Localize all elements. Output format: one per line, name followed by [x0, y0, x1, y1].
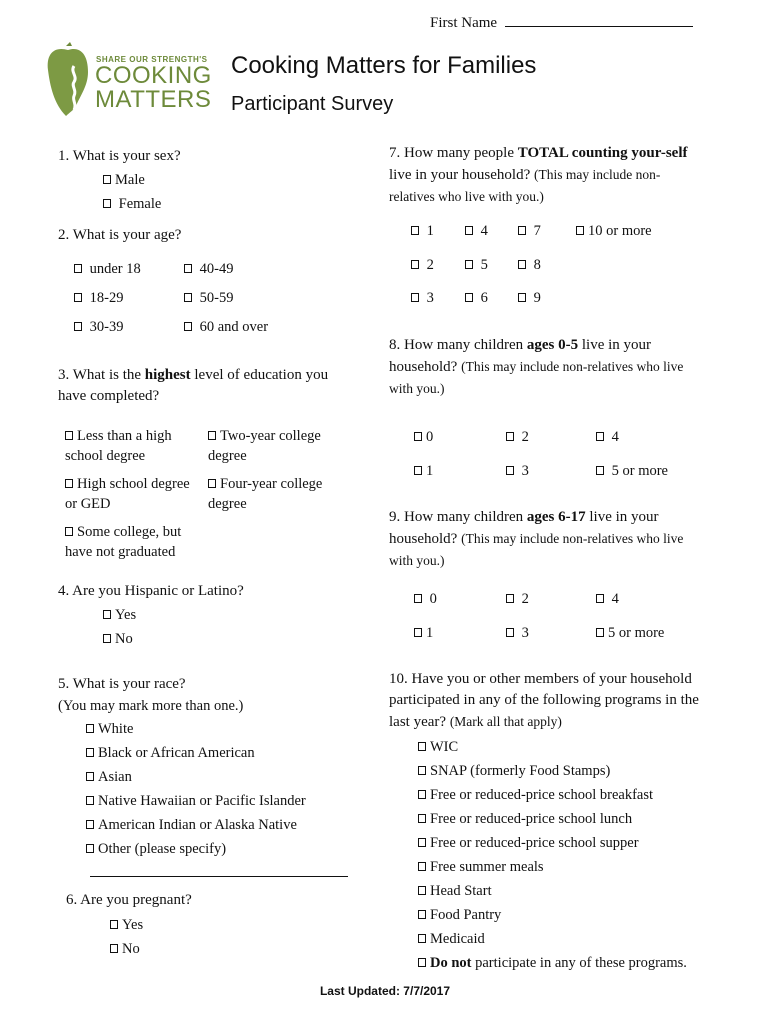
q5-option-white[interactable] — [86, 719, 133, 739]
label-text: Four-year college degree — [208, 476, 323, 512]
label-text: No — [115, 631, 133, 647]
checkbox[interactable] — [414, 594, 422, 603]
label-text: Some college, but have not graduated — [65, 524, 182, 560]
checkbox[interactable] — [596, 594, 604, 603]
q10-question — [389, 669, 699, 733]
label-text: 10 or more — [588, 223, 652, 239]
page-title: Cooking Matters for Families — [231, 52, 537, 79]
checkbox[interactable] — [418, 838, 426, 847]
checkbox[interactable] — [418, 814, 426, 823]
q1-option-female[interactable] — [103, 194, 161, 214]
label-text: 1 — [426, 625, 434, 641]
q5-question: 5. What is your race? — [58, 676, 186, 692]
label-text: 3 — [521, 625, 529, 641]
label-text: 60 and over — [199, 319, 269, 335]
checkbox[interactable] — [465, 226, 473, 235]
label-text: Yes — [122, 917, 144, 933]
q2-option-60-over[interactable] — [184, 317, 268, 337]
q2-question: 2. What is your age? — [58, 227, 182, 243]
first-name-label: First Name — [430, 15, 498, 31]
q5-option-asian[interactable] — [86, 767, 132, 787]
page-subtitle: Participant Survey — [231, 93, 394, 115]
label-text: (Mark all that apply) — [449, 714, 562, 729]
checkbox[interactable] — [86, 844, 94, 853]
label-text: 5 or more — [608, 625, 665, 641]
q5-other-input[interactable] — [90, 876, 348, 877]
label-text: Free summer meals — [430, 859, 544, 875]
label-text: White — [98, 721, 134, 737]
label-text: highest — [144, 367, 191, 383]
q10-option-food-pantry[interactable] — [418, 905, 501, 925]
checkbox[interactable] — [184, 322, 192, 331]
q10-option-wic[interactable] — [418, 737, 458, 757]
label-text: 4 — [611, 591, 619, 607]
checkbox[interactable] — [465, 293, 473, 302]
q1-question: 1. What is your sex? — [58, 148, 181, 164]
checkbox[interactable] — [418, 790, 426, 799]
q5-note: (You may mark more than one.) — [58, 698, 244, 714]
checkbox[interactable] — [86, 748, 94, 757]
q9-option-0[interactable] — [414, 589, 437, 609]
checkbox[interactable] — [110, 920, 118, 929]
label-text: 3. What is the — [58, 367, 145, 383]
checkbox[interactable] — [418, 886, 426, 895]
label-text: 7 — [533, 223, 541, 239]
q10-option-medicaid[interactable] — [418, 929, 485, 949]
label-text: live in your household? — [389, 509, 659, 547]
checkbox[interactable] — [208, 479, 216, 488]
q7-option-8[interactable] — [518, 255, 541, 275]
checkbox[interactable] — [506, 628, 514, 637]
q8-option-0[interactable] — [414, 427, 433, 447]
checkbox[interactable] — [103, 634, 111, 643]
checkbox[interactable] — [506, 594, 514, 603]
label-text: live in your household? — [389, 337, 652, 375]
q3-option-two-year[interactable] — [208, 426, 343, 466]
checkbox[interactable] — [596, 432, 604, 441]
q2-option-30-39[interactable] — [74, 317, 123, 337]
q5-option-other[interactable] — [86, 839, 226, 859]
q7-option-2[interactable] — [411, 255, 434, 275]
checkbox[interactable] — [65, 479, 73, 488]
q9-option-3[interactable] — [506, 623, 529, 643]
q10-option-none[interactable] — [418, 953, 687, 973]
logo-cooking: COOKING — [95, 62, 212, 89]
checkbox[interactable] — [418, 742, 426, 751]
label-text: Less than a high school degree — [65, 428, 172, 464]
label-text: Other (please specify) — [98, 841, 227, 857]
checkbox[interactable] — [411, 226, 419, 235]
logo-tagline: SHARE OUR STRENGTH'S — [96, 55, 208, 64]
label-text: Two-year college degree — [208, 428, 321, 464]
q2-option-18-29[interactable] — [74, 288, 123, 308]
q8-option-4[interactable] — [596, 427, 619, 447]
checkbox[interactable] — [411, 293, 419, 302]
checkbox[interactable] — [518, 260, 526, 269]
q10-option-breakfast[interactable] — [418, 785, 653, 805]
label-text: No — [122, 941, 140, 957]
footer-last-updated: Last Updated: 7/7/2017 — [319, 984, 451, 998]
label-text: 8 — [533, 257, 541, 273]
label-text: Yes — [115, 607, 137, 623]
q5-option-black[interactable] — [86, 743, 255, 763]
label-text: 30-39 — [89, 319, 124, 335]
q4-question: 4. Are you Hispanic or Latino? — [58, 583, 244, 599]
label-text: Female — [118, 196, 162, 212]
q3-option-less-than-hs[interactable] — [65, 426, 205, 466]
checkbox[interactable] — [86, 772, 94, 781]
checkbox[interactable] — [596, 628, 604, 637]
q9-option-5-more[interactable] — [596, 623, 664, 643]
q3-option-four-year[interactable] — [208, 474, 343, 514]
label-text: ages 6-17 — [526, 509, 586, 525]
logo-apple-icon — [44, 40, 92, 118]
q5-option-american-indian[interactable] — [86, 815, 297, 835]
checkbox[interactable] — [418, 766, 426, 775]
q7-option-4[interactable] — [465, 221, 488, 241]
label-text: Black or African American — [98, 745, 255, 761]
label-text: 3 — [521, 463, 529, 479]
checkbox[interactable] — [74, 264, 82, 273]
label-text: 4 — [611, 429, 619, 445]
checkbox[interactable] — [414, 466, 422, 475]
q1-option-male[interactable] — [103, 170, 145, 190]
checkbox[interactable] — [74, 322, 82, 331]
q4-option-yes[interactable] — [103, 605, 136, 625]
label-text: 9. How many children — [389, 509, 527, 525]
checkbox[interactable] — [65, 527, 73, 536]
q8-option-3[interactable] — [506, 461, 529, 481]
checkbox[interactable] — [418, 862, 426, 871]
label-text: Food Pantry — [430, 907, 502, 923]
checkbox[interactable] — [86, 724, 94, 733]
q7-option-1[interactable] — [411, 221, 434, 241]
q7-option-7[interactable] — [518, 221, 541, 241]
label-text: Free or reduced-price school breakfast — [430, 787, 654, 803]
q9-option-2[interactable] — [506, 589, 529, 609]
label-text: live in your household? — [389, 167, 531, 183]
q7-option-6[interactable] — [465, 288, 488, 308]
label-text: 40-49 — [199, 261, 234, 277]
q2-option-50-59[interactable] — [184, 288, 233, 308]
label-text: 5 or more — [611, 463, 668, 479]
q5-option-hawaiian[interactable] — [86, 791, 306, 811]
q6-question: 6. Are you pregnant? — [66, 892, 192, 908]
label-text: 50-59 — [199, 290, 234, 306]
label-text: (This may include non-relatives who live with you.) — [389, 359, 684, 396]
checkbox[interactable] — [418, 958, 426, 967]
label-text: 4 — [480, 223, 488, 239]
q7-option-3[interactable] — [411, 288, 434, 308]
checkbox[interactable] — [465, 260, 473, 269]
label-text: Native Hawaiian or Pacific Islander — [98, 793, 306, 809]
label-text: SNAP (formerly Food Stamps) — [430, 763, 611, 779]
checkbox[interactable] — [414, 432, 422, 441]
label-text: TOTAL counting your-self — [517, 145, 688, 161]
label-text: 0 — [429, 591, 437, 607]
label-text: 8. How many children — [389, 337, 527, 353]
q10-option-snap[interactable] — [418, 761, 610, 781]
label-text: participate in any of these programs. — [471, 955, 687, 971]
checkbox[interactable] — [596, 466, 604, 475]
label-text: 10. Have you or other members of your household participated in any of the following programs in the last year? — [389, 671, 699, 730]
label-text: 2 — [521, 591, 529, 607]
checkbox[interactable] — [184, 293, 192, 302]
label-text: under 18 — [89, 261, 141, 277]
checkbox[interactable] — [518, 226, 526, 235]
label-text: Free or reduced-price school supper — [430, 835, 639, 851]
logo-matters: MATTERS — [95, 86, 212, 113]
q10-option-head-start[interactable] — [418, 881, 492, 901]
q8-option-5-more[interactable] — [596, 461, 668, 481]
q3-option-hs-ged[interactable] — [65, 474, 205, 514]
label-text: Free or reduced-price school lunch — [430, 811, 633, 827]
label-text: High school degree or GED — [65, 476, 190, 512]
checkbox[interactable] — [110, 944, 118, 953]
checkbox[interactable] — [86, 820, 94, 829]
label-text: 2 — [521, 429, 529, 445]
label-text: 1 — [426, 223, 434, 239]
checkbox[interactable] — [103, 199, 111, 208]
q2-option-under-18[interactable] — [74, 259, 141, 279]
label-text: American Indian or Alaska Native — [98, 817, 297, 833]
q9-question — [389, 507, 699, 572]
label-text: 7. How many people — [389, 145, 518, 161]
q6-option-no[interactable] — [110, 939, 140, 959]
checkbox[interactable] — [418, 910, 426, 919]
checkbox[interactable] — [103, 175, 111, 184]
label-text: 0 — [426, 429, 434, 445]
label-text: level of education you have completed? — [58, 367, 329, 404]
checkbox[interactable] — [74, 293, 82, 302]
checkbox[interactable] — [411, 260, 419, 269]
label-text: Medicaid — [430, 931, 485, 947]
checkbox[interactable] — [103, 610, 111, 619]
label-text: Do not — [430, 955, 472, 971]
q2-option-40-49[interactable] — [184, 259, 233, 279]
q8-question — [389, 335, 699, 400]
checkbox[interactable] — [418, 934, 426, 943]
q10-option-supper[interactable] — [418, 833, 639, 853]
label-text: Asian — [98, 769, 132, 785]
checkbox[interactable] — [506, 466, 514, 475]
q7-question — [389, 143, 689, 208]
first-name-input[interactable] — [505, 12, 693, 27]
label-text: 9 — [533, 290, 541, 306]
q3-option-some-college[interactable] — [65, 522, 205, 562]
q4-option-no[interactable] — [103, 629, 133, 649]
q10-option-summer-meals[interactable] — [418, 857, 544, 877]
checkbox[interactable] — [184, 264, 192, 273]
label-text: 5 — [480, 257, 488, 273]
label-text: Male — [115, 172, 145, 188]
label-text: (This may include non-relatives who live with you.) — [389, 531, 684, 568]
checkbox[interactable] — [86, 796, 94, 805]
label-text: ages 0-5 — [526, 337, 579, 353]
label-text: 18-29 — [89, 290, 124, 306]
checkbox[interactable] — [576, 226, 584, 235]
checkbox[interactable] — [506, 432, 514, 441]
q7-option-9[interactable] — [518, 288, 541, 308]
label-text: 6 — [480, 290, 488, 306]
q7-option-10-more[interactable] — [576, 221, 652, 241]
label-text: (This may include non-relatives who live with you.) — [389, 167, 661, 204]
checkbox[interactable] — [65, 431, 73, 440]
label-text: WIC — [430, 739, 459, 755]
q8-option-2[interactable] — [506, 427, 529, 447]
label-text: Head Start — [430, 883, 492, 899]
checkbox[interactable] — [518, 293, 526, 302]
q3-question — [58, 365, 358, 407]
label-text: 1 — [426, 463, 434, 479]
first-name-field — [430, 12, 693, 32]
q7-option-5[interactable] — [465, 255, 488, 275]
checkbox[interactable] — [414, 628, 422, 637]
q6-option-yes[interactable] — [110, 915, 143, 935]
q10-option-lunch[interactable] — [418, 809, 632, 829]
label-text: 3 — [426, 290, 434, 306]
checkbox[interactable] — [208, 431, 216, 440]
q8-option-1[interactable] — [414, 461, 433, 481]
label-text: 2 — [426, 257, 434, 273]
q9-option-4[interactable] — [596, 589, 619, 609]
q9-option-1[interactable] — [414, 623, 433, 643]
